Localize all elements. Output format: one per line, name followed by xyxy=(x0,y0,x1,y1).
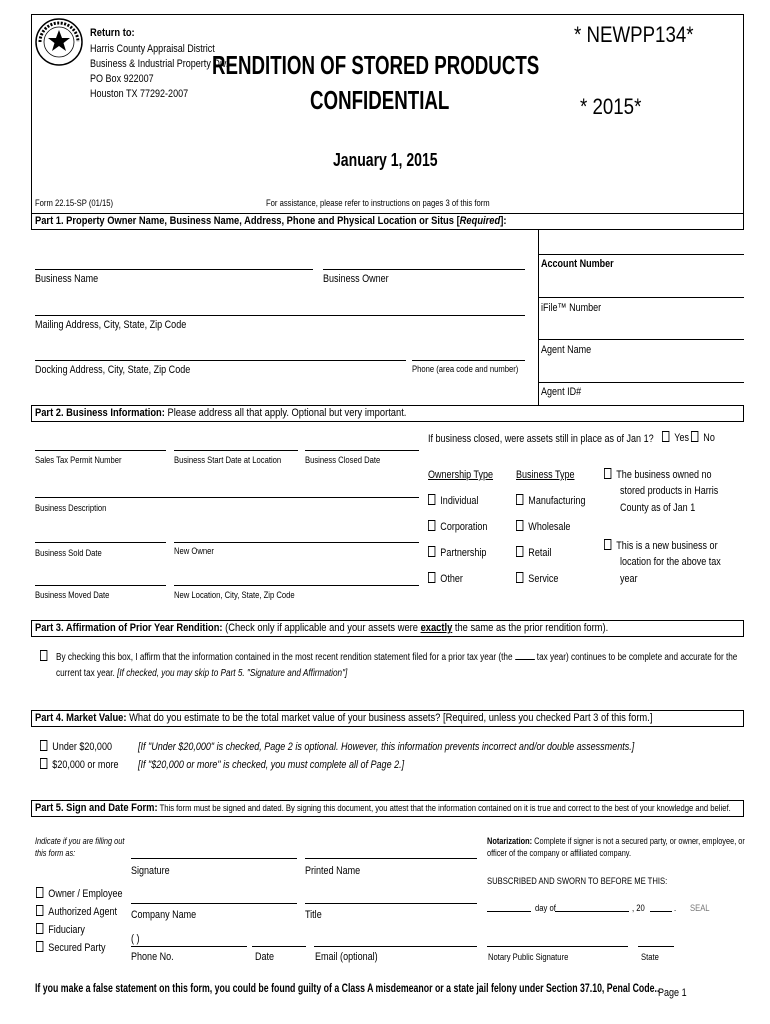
docking-address-label: Docking Address, City, State, Zip Code xyxy=(35,364,191,376)
email-label: Email (optional) xyxy=(315,951,378,963)
seal-label: SEAL xyxy=(690,903,710,913)
sold-date-field[interactable] xyxy=(35,542,166,543)
docking-address-field[interactable] xyxy=(35,360,406,361)
new-location-field[interactable] xyxy=(174,585,419,586)
description-field[interactable] xyxy=(35,497,419,498)
return-address-line3: PO Box 922007 xyxy=(90,73,154,85)
ownership-type-label: Ownership Type xyxy=(428,469,494,481)
part3-title: Part 3. Affirmation of Prior Year Rendition: xyxy=(35,622,223,634)
description-label: Business Description xyxy=(35,503,107,513)
business-name-label: Business Name xyxy=(35,273,99,285)
indicate-line1: Indicate if you are filling out xyxy=(35,836,125,846)
company-name-field[interactable] xyxy=(131,903,297,904)
type-manufacturing-checkbox[interactable]: Manufacturing xyxy=(516,494,585,507)
phone-field[interactable] xyxy=(412,360,525,361)
closed-no-checkbox[interactable]: No xyxy=(691,431,715,444)
ownership-partnership-checkbox[interactable]: Partnership xyxy=(428,546,486,559)
phone-label: Phone (area code and number) xyxy=(412,364,519,374)
day-of-label: day of xyxy=(535,903,556,913)
part4-title: Part 4. Market Value: xyxy=(35,712,127,724)
closed-question: If business closed, were assets still in place as of Jan 1? xyxy=(428,433,654,445)
email-field[interactable] xyxy=(314,946,477,947)
part3-text-line2: current tax year. [If checked, you may skip to Part 5. "Signature and Affirmation"] xyxy=(56,668,348,679)
date-field[interactable] xyxy=(252,946,306,947)
part2-header xyxy=(31,405,744,422)
assistance-note: For assistance, please refer to instructions on pages 3 of this form xyxy=(266,198,490,208)
date-label: Date xyxy=(255,951,275,963)
under-20000-note: [If "Under $20,000" is checked, Page 2 is optional. However, this information prevents incorrect and/or double assessments.] xyxy=(138,741,635,753)
part3-header: Part 3. Affirmation of Prior Year Rendition: (Check only if applicable and your assets were exactly the same as the prior rendition form). xyxy=(31,620,744,637)
false-statement-warning: If you make a false statement on this form, you could be found guilty of a Class A misdemeanor or a state jail felony under Section 37.10, Penal Code.. xyxy=(35,981,660,995)
owner-employee-checkbox[interactable]: Owner / Employee xyxy=(36,887,122,900)
form-year: * 2015* xyxy=(580,94,642,119)
mailing-address-label: Mailing Address, City, State, Zip Code xyxy=(35,319,187,331)
sales-tax-field[interactable] xyxy=(35,450,166,451)
indicate-line2: this form as: xyxy=(35,848,76,858)
return-address-line4: Houston TX 77292-2007 xyxy=(90,88,189,100)
part1-header xyxy=(31,213,744,230)
form-number: Form 22.15-SP (01/15) xyxy=(35,198,114,208)
form-code: * NEWPP134* xyxy=(574,22,694,47)
account-number-label: Account Number xyxy=(541,258,614,270)
new-owner-label: New Owner xyxy=(174,546,214,556)
title-label: Title xyxy=(305,909,322,921)
part4-header: Part 4. Market Value: What do you estimate to be the total market value of your business assets? [Required, unless you checked Part 3 of this form.] xyxy=(31,710,744,727)
county-seal-icon xyxy=(34,17,84,67)
part1-title: Part 1. Property Owner Name, Business Name, Address, Phone and Physical Location or Situs [ xyxy=(35,215,460,227)
business-type-label: Business Type xyxy=(516,469,575,481)
secured-party-checkbox[interactable]: Secured Party xyxy=(36,941,105,954)
printed-name-field[interactable] xyxy=(305,858,477,859)
notarization-text2: officer of the company or affiliated company. xyxy=(487,848,631,858)
rendition-date: January 1, 2015 xyxy=(333,150,438,170)
mailing-address-field[interactable] xyxy=(35,315,525,316)
type-retail-checkbox[interactable]: Retail xyxy=(516,546,551,559)
part1-required: Required xyxy=(459,215,501,227)
part5-title: Part 5. Sign and Date Form: xyxy=(35,802,158,814)
business-owner-field[interactable] xyxy=(323,269,525,270)
year-comma-label: , 20 xyxy=(632,903,645,913)
fiduciary-checkbox[interactable]: Fiduciary xyxy=(36,923,85,936)
part2-title: Part 2. Business Information: xyxy=(35,407,165,419)
printed-name-label: Printed Name xyxy=(305,865,361,877)
part1-title-end: ]: xyxy=(500,215,507,227)
part2-subtitle: Please address all that apply. Optional but very important. xyxy=(164,407,407,419)
company-name-label: Company Name xyxy=(131,909,197,921)
ownership-corporation-checkbox[interactable]: Corporation xyxy=(428,520,487,533)
new-business-line3: year xyxy=(620,573,638,585)
month-field[interactable] xyxy=(555,911,629,912)
no-stored-products-line2: stored products in Harris xyxy=(620,485,719,497)
state-label: State xyxy=(641,952,659,962)
no-stored-products-line3: County as of Jan 1 xyxy=(620,502,696,514)
type-wholesale-checkbox[interactable]: Wholesale xyxy=(516,520,570,533)
sworn-text: SUBSCRIBED AND SWORN TO BEFORE ME THIS: xyxy=(487,876,668,886)
return-address-line2: Business & Industrial Property Div. xyxy=(90,58,229,70)
under-20000-checkbox[interactable]: Under $20,000 xyxy=(40,740,112,753)
year-field[interactable] xyxy=(650,911,672,912)
title-field[interactable] xyxy=(305,903,477,904)
authorized-agent-checkbox[interactable]: Authorized Agent xyxy=(36,905,117,918)
no-stored-products-checkbox[interactable]: The business owned no xyxy=(604,468,712,481)
confidential-title: CONFIDENTIAL xyxy=(310,85,450,115)
20000-or-more-checkbox[interactable]: $20,000 or more xyxy=(40,758,118,771)
new-business-line2: location for the above tax xyxy=(620,556,721,568)
ifile-number-label: iFile™ Number xyxy=(541,302,602,314)
state-field[interactable] xyxy=(638,946,674,947)
sales-tax-label: Sales Tax Permit Number xyxy=(35,455,122,465)
new-owner-field[interactable] xyxy=(174,542,419,543)
moved-date-label: Business Moved Date xyxy=(35,590,110,600)
ownership-individual-checkbox[interactable]: Individual xyxy=(428,494,478,507)
closed-date-field[interactable] xyxy=(305,450,419,451)
20000-or-more-note: [If "$20,000 or more" is checked, you must complete all of Page 2.] xyxy=(138,759,405,771)
moved-date-field[interactable] xyxy=(35,585,166,586)
signature-field[interactable] xyxy=(131,858,297,859)
closed-yes-checkbox[interactable]: Yes xyxy=(662,431,689,444)
signature-label: Signature xyxy=(131,865,170,877)
closed-date-label: Business Closed Date xyxy=(305,455,381,465)
form-title: RENDITION OF STORED PRODUCTS xyxy=(212,50,540,80)
phone-no-field[interactable] xyxy=(131,946,247,947)
day-field[interactable] xyxy=(487,911,531,912)
part3-exactly: exactly xyxy=(420,622,453,634)
notary-signature-field[interactable] xyxy=(487,946,628,947)
new-business-checkbox[interactable]: This is a new business or xyxy=(604,539,718,552)
ownership-other-checkbox[interactable]: Other xyxy=(428,572,463,585)
page-number: Page 1 xyxy=(658,987,687,999)
agent-name-label: Agent Name xyxy=(541,344,592,356)
part5-header: Part 5. Sign and Date Form: This form must be signed and dated. By signing this document, you attest that the information contained on it is true and correct to the best of your knowledge and belief. xyxy=(31,800,744,817)
type-service-checkbox[interactable]: Service xyxy=(516,572,558,585)
start-date-label: Business Start Date at Location xyxy=(174,455,282,465)
return-to-label: Return to: xyxy=(90,27,135,39)
phone-no-label: Phone No. xyxy=(131,951,174,963)
new-location-label: New Location, City, State, Zip Code xyxy=(174,590,295,600)
notary-signature-label: Notary Public Signature xyxy=(488,952,569,962)
return-address-line1: Harris County Appraisal District xyxy=(90,43,215,55)
phone-paren: ( ) xyxy=(131,933,140,945)
sold-date-label: Business Sold Date xyxy=(35,548,102,558)
notarization-text: Notarization: Complete if signer is not a secured party, or owner, employee, or xyxy=(487,836,745,846)
prior-year-checkbox[interactable] xyxy=(40,650,52,663)
agent-id-label: Agent ID# xyxy=(541,386,582,398)
business-owner-label: Business Owner xyxy=(323,273,389,285)
start-date-field[interactable] xyxy=(174,450,298,451)
year-period: . xyxy=(674,903,677,913)
business-name-field[interactable] xyxy=(35,269,313,270)
part3-text-line1: By checking this box, I affirm that the information contained in the most recent rendition statement filed for a prior tax year (the tax year) continues to be complete and accurate for the xyxy=(56,652,738,663)
